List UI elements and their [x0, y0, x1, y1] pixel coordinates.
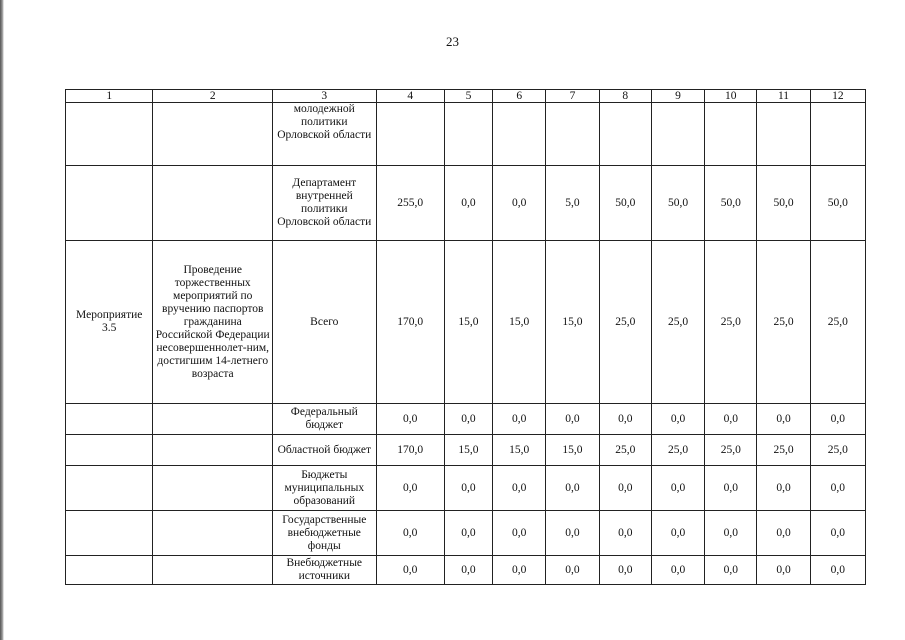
value-cell: 0,0 [546, 404, 599, 435]
header-row [66, 90, 866, 103]
header-cell: 5 [444, 90, 492, 103]
header-cell: 11 [757, 90, 810, 103]
value-cell: 0,0 [444, 556, 492, 585]
value-cell: 0,0 [705, 511, 757, 556]
header-cell: 7 [546, 90, 599, 103]
value-cell: 0,0 [493, 556, 546, 585]
value-cell: 255,0 [376, 166, 444, 241]
value-cell: 0,0 [757, 556, 810, 585]
value-cell: 25,0 [705, 241, 757, 404]
funding-source-cell: Департамент внутренней политики Орловской области [273, 166, 377, 241]
value-cell [444, 103, 492, 166]
value-cell: 0,0 [493, 404, 546, 435]
value-cell: 0,0 [376, 556, 444, 585]
value-cell: 0,0 [493, 166, 546, 241]
event-code-cell [66, 404, 153, 435]
header-cell: 3 [273, 90, 377, 103]
value-cell: 0,0 [651, 404, 704, 435]
value-cell: 0,0 [810, 556, 865, 585]
header-cell: 2 [153, 90, 273, 103]
header-cell: 10 [705, 90, 757, 103]
event-code-cell: Мероприятие 3.5 [66, 241, 153, 404]
value-cell: 0,0 [757, 404, 810, 435]
event-description-cell [153, 466, 273, 511]
value-cell: 0,0 [376, 404, 444, 435]
value-cell: 0,0 [705, 466, 757, 511]
value-cell: 25,0 [757, 435, 810, 466]
value-cell [493, 103, 546, 166]
value-cell [810, 103, 865, 166]
event-description-cell [153, 511, 273, 556]
table-row [66, 404, 866, 435]
funding-source-cell: Всего [273, 241, 377, 404]
header-cell: 9 [651, 90, 704, 103]
value-cell: 170,0 [376, 241, 444, 404]
header-cell: 6 [493, 90, 546, 103]
event-code-cell [66, 556, 153, 585]
value-cell [705, 103, 757, 166]
value-cell: 15,0 [546, 435, 599, 466]
value-cell: 50,0 [599, 166, 651, 241]
event-code-cell [66, 103, 153, 166]
value-cell: 15,0 [546, 241, 599, 404]
table-row [66, 511, 866, 556]
value-cell: 0,0 [599, 511, 651, 556]
header-cell: 8 [599, 90, 651, 103]
funding-source-cell: Бюджеты муниципальных образований [273, 466, 377, 511]
table-row [66, 166, 866, 241]
value-cell: 15,0 [493, 241, 546, 404]
value-cell: 0,0 [493, 466, 546, 511]
value-cell: 0,0 [705, 556, 757, 585]
table-row [66, 466, 866, 511]
value-cell: 0,0 [546, 511, 599, 556]
funding-source-cell: молодежной политики Орловской области [273, 103, 377, 166]
value-cell: 25,0 [599, 435, 651, 466]
funding-source-cell: Государственные внебюджетные фонды [273, 511, 377, 556]
page-number: 23 [446, 34, 459, 49]
value-cell: 25,0 [810, 435, 865, 466]
value-cell: 50,0 [705, 166, 757, 241]
value-cell [376, 103, 444, 166]
value-cell: 15,0 [493, 435, 546, 466]
table-row [66, 241, 866, 404]
value-cell: 25,0 [651, 435, 704, 466]
value-cell: 0,0 [444, 466, 492, 511]
value-cell: 5,0 [546, 166, 599, 241]
value-cell [651, 103, 704, 166]
event-description-cell [153, 103, 273, 166]
value-cell: 0,0 [599, 556, 651, 585]
value-cell: 0,0 [757, 466, 810, 511]
funding-source-cell: Областной бюджет [273, 435, 377, 466]
value-cell: 25,0 [757, 241, 810, 404]
value-cell: 0,0 [599, 466, 651, 511]
value-cell: 25,0 [599, 241, 651, 404]
value-cell [757, 103, 810, 166]
value-cell: 15,0 [444, 435, 492, 466]
header-cell: 4 [376, 90, 444, 103]
value-cell: 170,0 [376, 435, 444, 466]
value-cell: 0,0 [444, 404, 492, 435]
table-row [66, 556, 866, 585]
event-description-cell [153, 166, 273, 241]
value-cell: 0,0 [757, 511, 810, 556]
funding-source-cell: Внебюджетные источники [273, 556, 377, 585]
value-cell: 0,0 [444, 511, 492, 556]
value-cell: 50,0 [810, 166, 865, 241]
value-cell: 25,0 [705, 435, 757, 466]
value-cell: 25,0 [810, 241, 865, 404]
value-cell: 25,0 [651, 241, 704, 404]
event-description-cell [153, 404, 273, 435]
value-cell: 0,0 [599, 404, 651, 435]
value-cell: 0,0 [546, 466, 599, 511]
event-code-cell [66, 435, 153, 466]
value-cell: 0,0 [651, 466, 704, 511]
value-cell: 0,0 [810, 404, 865, 435]
event-description-cell [153, 435, 273, 466]
value-cell: 0,0 [705, 404, 757, 435]
value-cell: 50,0 [651, 166, 704, 241]
value-cell: 15,0 [444, 241, 492, 404]
value-cell: 50,0 [757, 166, 810, 241]
value-cell: 0,0 [493, 511, 546, 556]
value-cell: 0,0 [444, 166, 492, 241]
event-description-cell: Проведение торжественных мероприятий по вручению паспортов гражданина Российской Федерации несовершеннолет-ним, достигшим 14-летнего возраста [153, 241, 273, 404]
funding-source-cell: Федеральный бюджет [273, 404, 377, 435]
event-code-cell [66, 511, 153, 556]
event-description-cell [153, 556, 273, 585]
value-cell: 0,0 [376, 511, 444, 556]
table-row [66, 435, 866, 466]
event-code-cell [66, 466, 153, 511]
value-cell: 0,0 [546, 556, 599, 585]
budget-table [65, 89, 866, 585]
value-cell: 0,0 [810, 511, 865, 556]
scan-left-edge [0, 0, 4, 640]
value-cell: 0,0 [376, 466, 444, 511]
value-cell [599, 103, 651, 166]
header-cell: 1 [66, 90, 153, 103]
event-code-cell [66, 166, 153, 241]
value-cell: 0,0 [810, 466, 865, 511]
value-cell: 0,0 [651, 556, 704, 585]
value-cell [546, 103, 599, 166]
value-cell: 0,0 [651, 511, 704, 556]
header-cell: 12 [810, 90, 865, 103]
table-row [66, 103, 866, 166]
